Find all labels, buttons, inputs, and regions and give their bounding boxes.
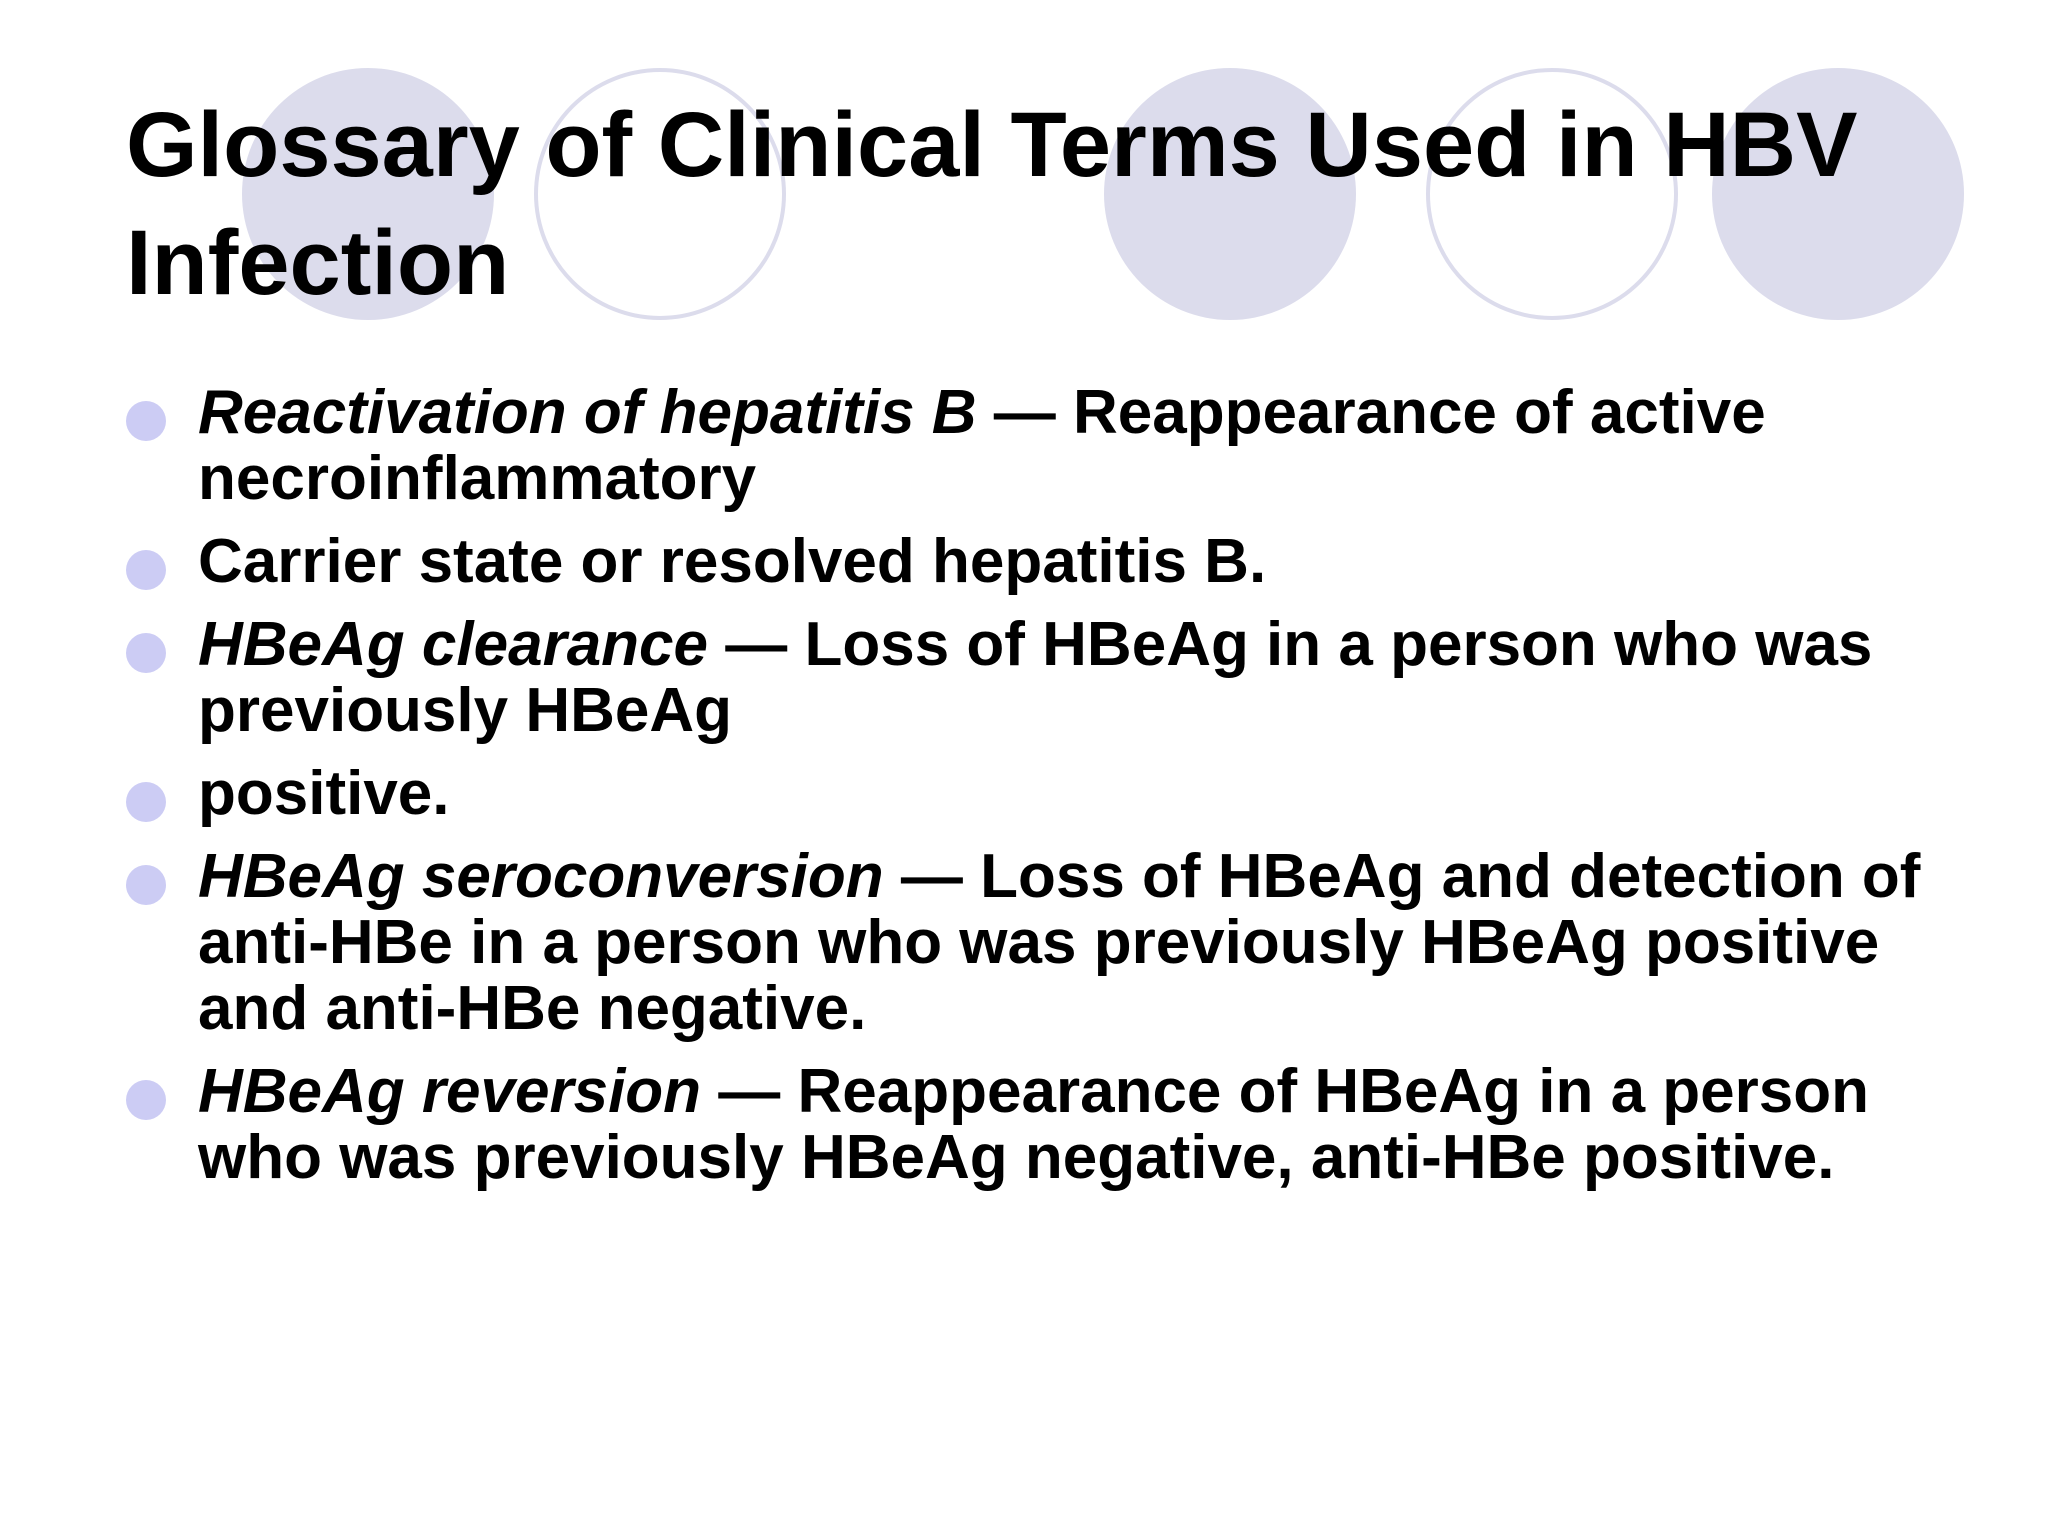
bullet-dot-icon: [126, 1080, 166, 1120]
bullet-dot-icon: [126, 782, 166, 822]
bullet-dot-icon: [126, 865, 166, 905]
bullet-dot-icon: [126, 550, 166, 590]
bullet-item-reactivation: [126, 380, 1946, 512]
bullet-definition: — Loss of HBeAg and detection of anti-HBe in a person who was previously HBeAg positive and anti-HBe negative.: [198, 842, 1921, 1043]
bullet-definition: positive.: [198, 759, 450, 828]
bullet-term: HBeAg clearance: [198, 610, 709, 679]
slide-title: Glossary of Clinical Terms Used in HBV Infection: [126, 94, 1858, 314]
bullet-definition: — Loss of HBeAg in a person who was previously HBeAg: [198, 610, 1873, 745]
bullet-term: HBeAg seroconversion: [198, 842, 884, 911]
bullet-item-hbeag-clearance: [126, 612, 1946, 744]
bullet-definition: Carrier state or resolved hepatitis B.: [198, 527, 1267, 596]
bullet-definition: — Reappearance of active necroinflammatory: [198, 378, 1766, 513]
bullet-dot-icon: [126, 401, 166, 441]
bullet-item-carrier-state: [126, 529, 1946, 595]
bullet-list: [126, 380, 1946, 1208]
bullet-term: Reactivation of hepatitis B: [198, 378, 977, 447]
bullet-item-hbeag-reversion: [126, 1059, 1946, 1191]
bullet-dot-icon: [126, 633, 166, 673]
bullet-item-positive: [126, 761, 1946, 827]
bullet-definition: — Reappearance of HBeAg in a person who was previously HBeAg negative, anti-HBe positive.: [198, 1057, 1870, 1192]
bullet-item-hbeag-seroconversion: [126, 844, 1946, 1042]
bullet-term: HBeAg reversion: [198, 1057, 702, 1126]
